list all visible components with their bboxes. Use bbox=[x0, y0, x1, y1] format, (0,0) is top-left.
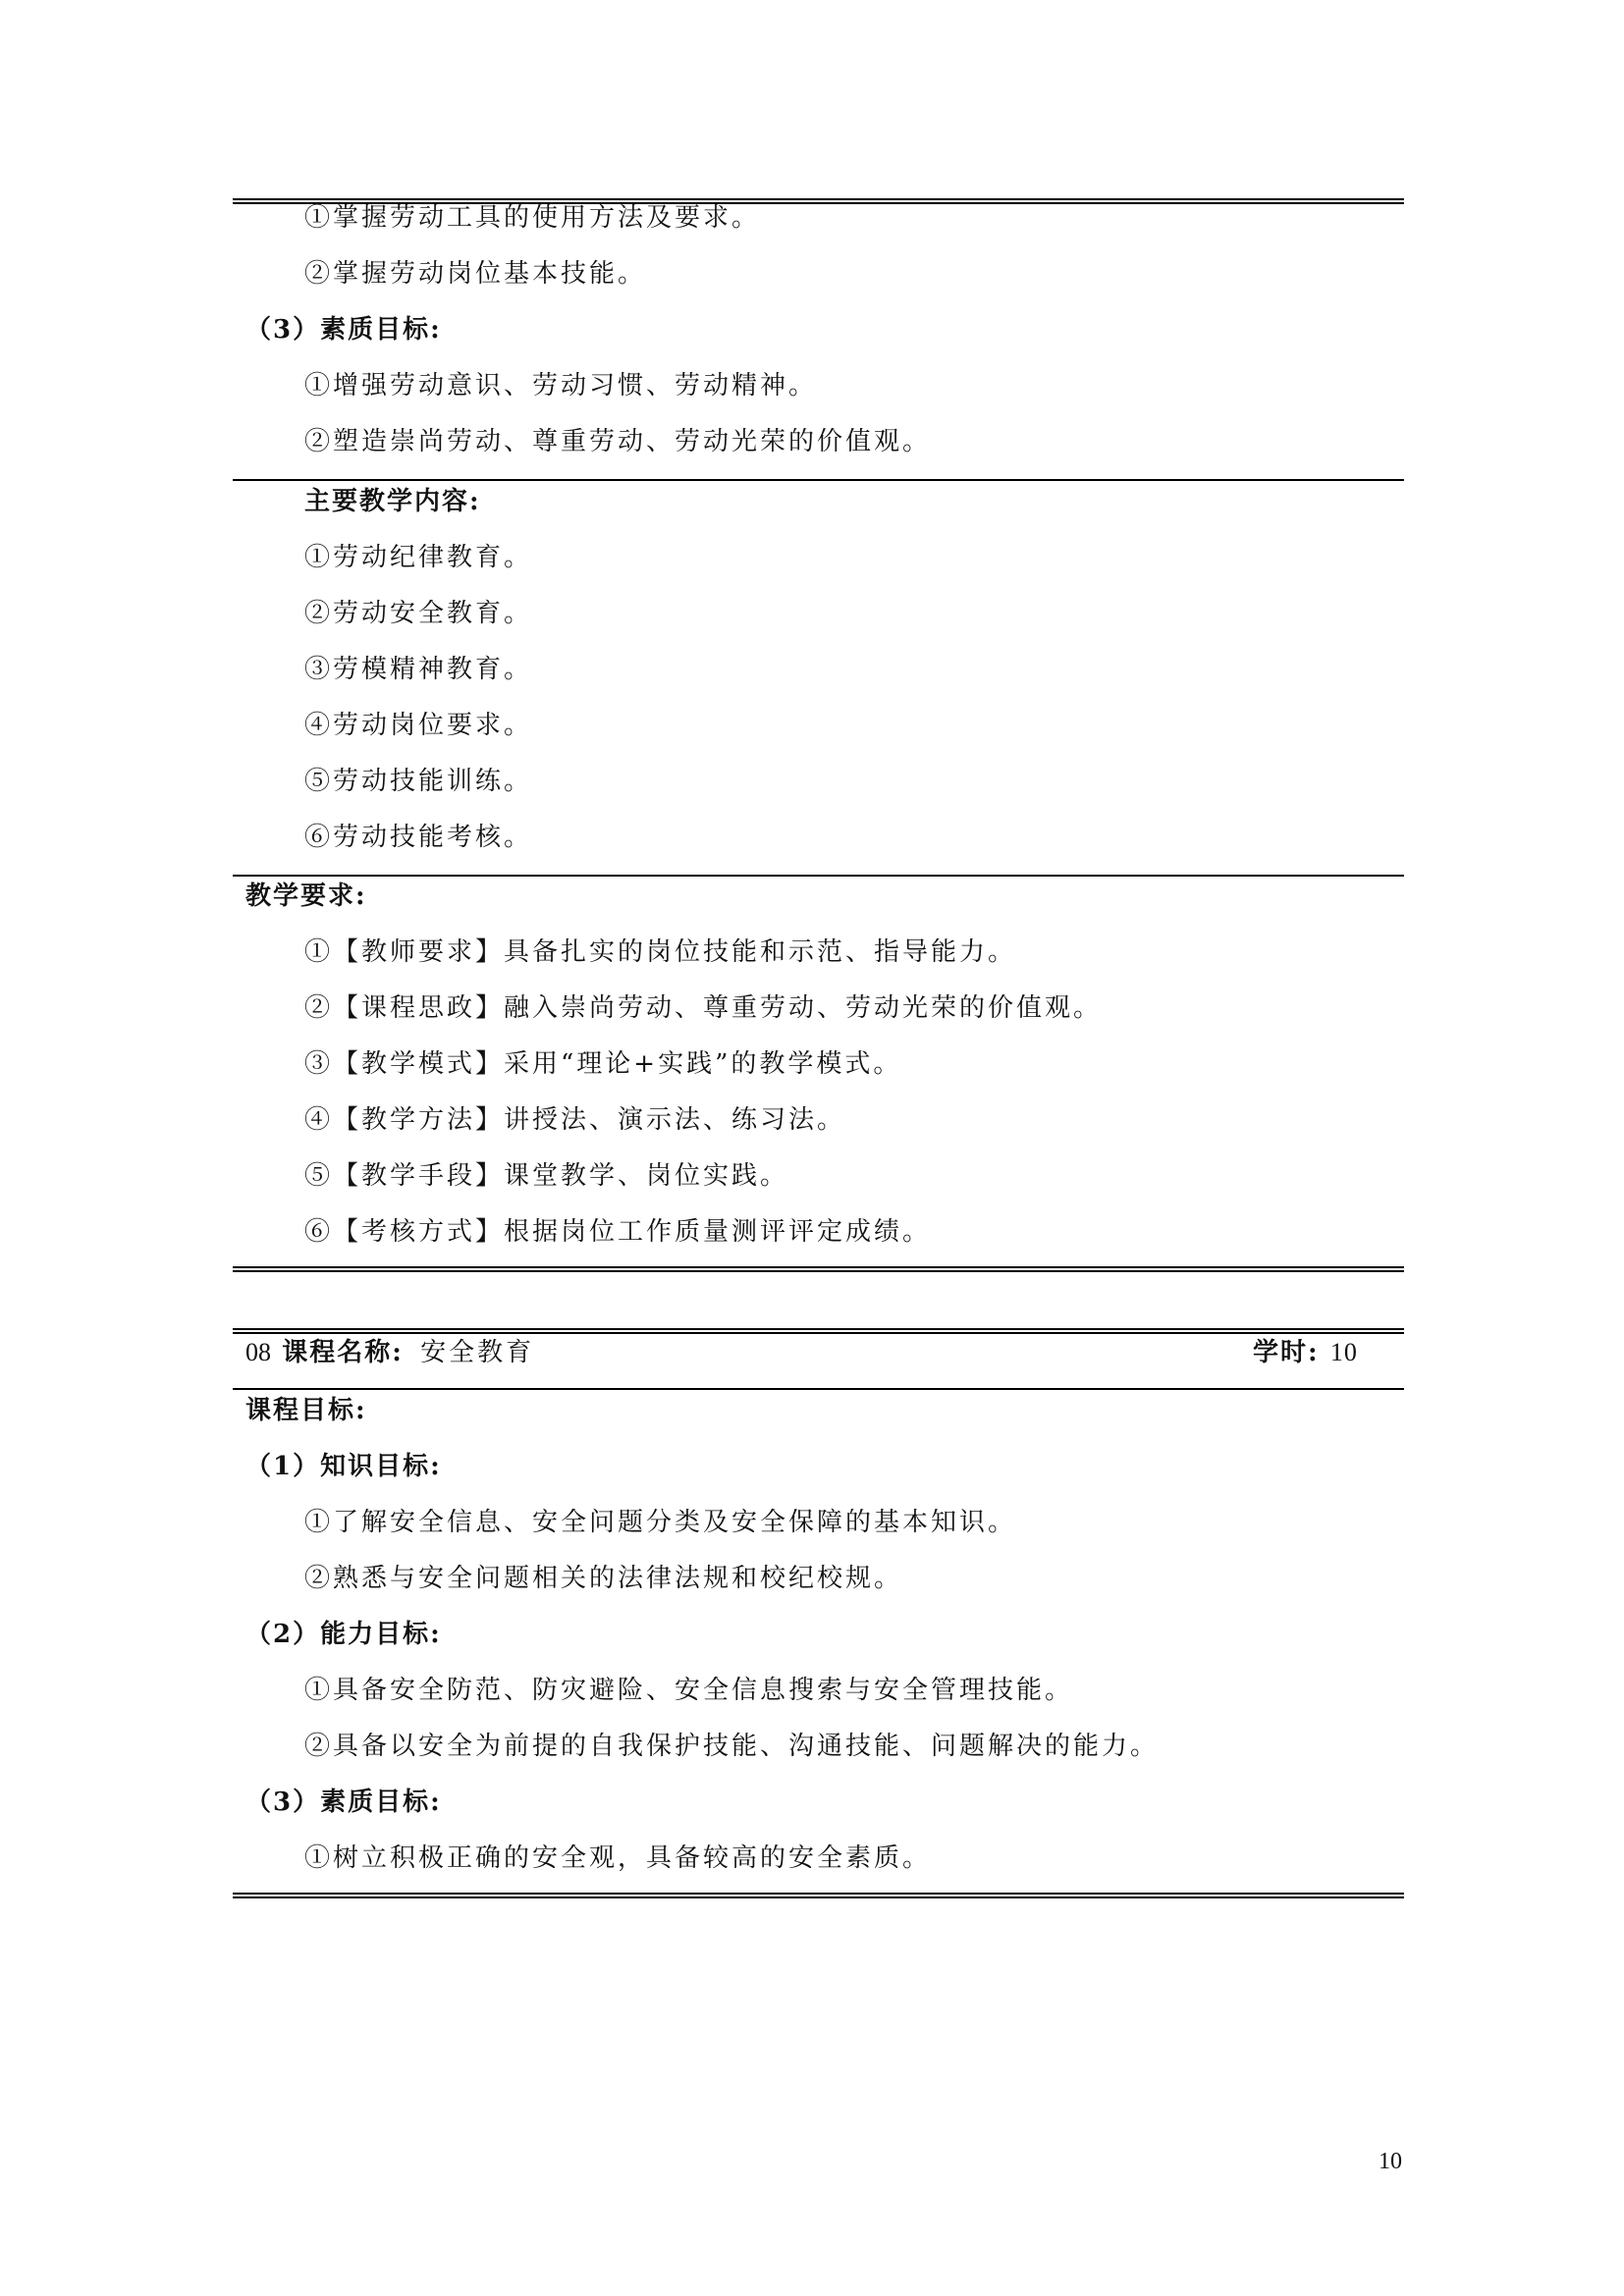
requirements-heading: 教学要求: bbox=[245, 881, 367, 911]
ability-heading: （2）能力目标: bbox=[245, 1620, 442, 1649]
goal-heading: 课程目标: bbox=[245, 1396, 367, 1425]
quality-heading-08: （3）素质目标: bbox=[245, 1788, 442, 1817]
course-name: 安全教育 bbox=[420, 1338, 535, 1367]
skill-item-2: ②掌握劳动岗位基本技能。 bbox=[304, 259, 647, 289]
requirement-item-6: ⑥【考核方式】根据岗位工作质量测评评定成绩。 bbox=[304, 1217, 932, 1247]
quality-heading: （3）素质目标: bbox=[245, 315, 442, 345]
course-name-label: 课程名称: bbox=[282, 1338, 404, 1367]
content-item-6: ⑥劳动技能考核。 bbox=[304, 823, 533, 852]
knowledge-heading: （1）知识目标: bbox=[245, 1452, 442, 1481]
requirement-item-3: ③【教学模式】采用“理论+实践”的教学模式。 bbox=[304, 1049, 902, 1079]
section-rule bbox=[233, 479, 1404, 481]
requirement-item-5: ⑤【教学手段】课堂教学、岗位实践。 bbox=[304, 1161, 789, 1191]
table-bottom-double-rule bbox=[233, 1266, 1404, 1272]
ability-item-1: ①具备安全防范、防灾避险、安全信息搜索与安全管理技能。 bbox=[304, 1676, 1074, 1705]
course-hours bbox=[1253, 1336, 1358, 1369]
content-item-3: ③劳模精神教育。 bbox=[304, 655, 533, 684]
content-item-5: ⑤劳动技能训练。 bbox=[304, 767, 533, 796]
hours-label: 学时: bbox=[1253, 1338, 1320, 1367]
quality-item-2: ②塑造崇尚劳动、尊重劳动、劳动光荣的价值观。 bbox=[304, 427, 932, 456]
table-top-double-rule bbox=[233, 1328, 1404, 1334]
requirement-item-1: ①【教师要求】具备扎实的岗位技能和示范、指导能力。 bbox=[304, 937, 1017, 967]
section-rule bbox=[233, 875, 1404, 877]
table-bottom-double-rule bbox=[233, 1893, 1404, 1898]
course-title-row bbox=[245, 1336, 534, 1369]
ability-item-2: ②具备以安全为前提的自我保护技能、沟通技能、问题解决的能力。 bbox=[304, 1732, 1160, 1761]
section-rule bbox=[233, 1388, 1404, 1390]
requirement-item-4: ④【教学方法】讲授法、演示法、练习法。 bbox=[304, 1105, 846, 1135]
skill-item-1: ①掌握劳动工具的使用方法及要求。 bbox=[304, 203, 761, 233]
page-number: 10 bbox=[1379, 2149, 1402, 2174]
content-heading: 主要教学内容: bbox=[304, 487, 481, 516]
knowledge-item-2: ②熟悉与安全问题相关的法律法规和校纪校规。 bbox=[304, 1564, 903, 1593]
content-item-1: ①劳动纪律教育。 bbox=[304, 543, 533, 572]
content-item-4: ④劳动岗位要求。 bbox=[304, 711, 533, 740]
content-item-2: ②劳动安全教育。 bbox=[304, 599, 533, 628]
requirement-item-2: ②【课程思政】融入崇尚劳动、尊重劳动、劳动光荣的价值观。 bbox=[304, 993, 1103, 1023]
course-number: 08 bbox=[245, 1338, 271, 1366]
knowledge-item-1: ①了解安全信息、安全问题分类及安全保障的基本知识。 bbox=[304, 1508, 1017, 1537]
quality-item-1: ①增强劳动意识、劳动习惯、劳动精神。 bbox=[304, 371, 818, 400]
hours-value: 10 bbox=[1329, 1338, 1358, 1366]
quality-item-08-1: ①树立积极正确的安全观，具备较高的安全素质。 bbox=[304, 1843, 932, 1873]
